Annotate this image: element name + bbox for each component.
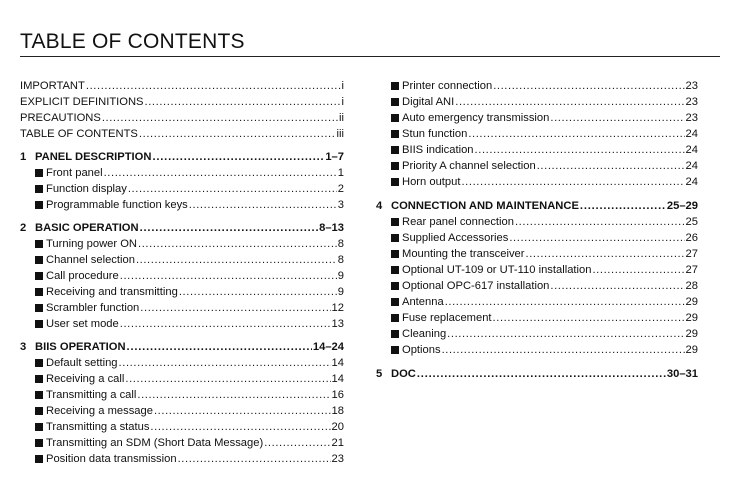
toc-entry-precautions[interactable]: PRECAUTIONS ..... ii [20,110,344,126]
square-bullet-icon [35,185,43,193]
square-bullet-icon [391,98,399,106]
square-bullet-icon [35,304,43,312]
toc-chapter-basic-operation[interactable]: 2 BASIC OPERATION ..... 8–13 [20,220,344,236]
toc-item[interactable]: Programmable function keys ..... 3 [20,197,344,213]
page-title: TABLE OF CONTENTS [20,30,245,53]
toc-item[interactable]: Function display ..... 2 [20,181,344,197]
toc-item[interactable]: Receiving a message ..... 18 [20,403,344,419]
square-bullet-icon [391,82,399,90]
toc-item[interactable]: Default setting ..... 14 [20,355,344,371]
square-bullet-icon [35,240,43,248]
toc-item[interactable]: Optional OPC-617 installation ..... 28 [376,278,698,294]
square-bullet-icon [35,375,43,383]
square-bullet-icon [391,250,399,258]
square-bullet-icon [391,314,399,322]
toc-item[interactable]: Horn output ..... 24 [376,174,698,190]
toc-item[interactable]: Antenna ..... 29 [376,294,698,310]
square-bullet-icon [35,288,43,296]
toc-item[interactable]: Optional UT-109 or UT-110 installation ..... 27 [376,262,698,278]
toc-item[interactable]: Supplied Accessories ..... 26 [376,230,698,246]
toc-item[interactable]: BIIS indication ..... 24 [376,142,698,158]
square-bullet-icon [391,130,399,138]
square-bullet-icon [391,234,399,242]
toc-item[interactable]: Fuse replacement ..... 29 [376,310,698,326]
square-bullet-icon [391,298,399,306]
toc-item[interactable]: Priority A channel selection ..... 24 [376,158,698,174]
toc-item[interactable]: Transmitting a status ..... 20 [20,419,344,435]
toc-item[interactable]: Digital ANI ..... 23 [376,94,698,110]
title-rule [20,56,720,57]
square-bullet-icon [391,330,399,338]
square-bullet-icon [35,391,43,399]
square-bullet-icon [35,272,43,280]
square-bullet-icon [391,218,399,226]
toc-item[interactable]: Transmitting an SDM (Short Data Message) ..... 21 [20,435,344,451]
toc-item[interactable]: User set mode ..... 13 [20,316,344,332]
square-bullet-icon [391,346,399,354]
square-bullet-icon [391,146,399,154]
toc-item[interactable]: Receiving and transmitting ..... 9 [20,284,344,300]
toc-chapter-connection-and-maintenance[interactable]: 4 CONNECTION AND MAINTENANCE ..... 25–29 [376,198,698,214]
square-bullet-icon [35,201,43,209]
square-bullet-icon [391,178,399,186]
toc-item[interactable]: Rear panel connection ..... 25 [376,214,698,230]
toc-item[interactable]: Printer connection ..... 23 [376,78,698,94]
toc-chapter-doc[interactable]: 5 DOC ..... 30–31 [376,366,698,382]
toc-item[interactable]: Stun function ..... 24 [376,126,698,142]
toc-left-column [20,78,344,467]
square-bullet-icon [35,169,43,177]
toc-item[interactable]: Position data transmission ..... 23 [20,451,344,467]
toc-right-column [376,78,698,382]
toc-item[interactable]: Turning power ON ..... 8 [20,236,344,252]
toc-entry-table-of-contents[interactable]: TABLE OF CONTENTS ..... iii [20,126,344,142]
toc-item[interactable]: Front panel ..... 1 [20,165,344,181]
toc-chapter-panel-description[interactable]: 1 PANEL DESCRIPTION ..... 1–7 [20,149,344,165]
square-bullet-icon [391,114,399,122]
toc-item[interactable]: Cleaning ..... 29 [376,326,698,342]
toc-item[interactable]: Call procedure ..... 9 [20,268,344,284]
toc-item[interactable]: Channel selection ..... 8 [20,252,344,268]
toc-item[interactable]: Mounting the transceiver ..... 27 [376,246,698,262]
toc-item[interactable]: Transmitting a call ..... 16 [20,387,344,403]
square-bullet-icon [35,455,43,463]
toc-item[interactable]: Options ..... 29 [376,342,698,358]
toc-item[interactable]: Auto emergency transmission ..... 23 [376,110,698,126]
toc-entry-important[interactable]: IMPORTANT ..... i [20,78,344,94]
square-bullet-icon [35,256,43,264]
toc-entry-explicit-definitions[interactable]: EXPLICIT DEFINITIONS ..... i [20,94,344,110]
square-bullet-icon [391,162,399,170]
toc-item[interactable]: Scrambler function ..... 12 [20,300,344,316]
toc-chapter-biis-operation[interactable]: 3 BIIS OPERATION ..... 14–24 [20,339,344,355]
square-bullet-icon [35,439,43,447]
square-bullet-icon [35,320,43,328]
square-bullet-icon [391,282,399,290]
square-bullet-icon [35,423,43,431]
toc-item[interactable]: Receiving a call ..... 14 [20,371,344,387]
square-bullet-icon [35,407,43,415]
square-bullet-icon [391,266,399,274]
square-bullet-icon [35,359,43,367]
